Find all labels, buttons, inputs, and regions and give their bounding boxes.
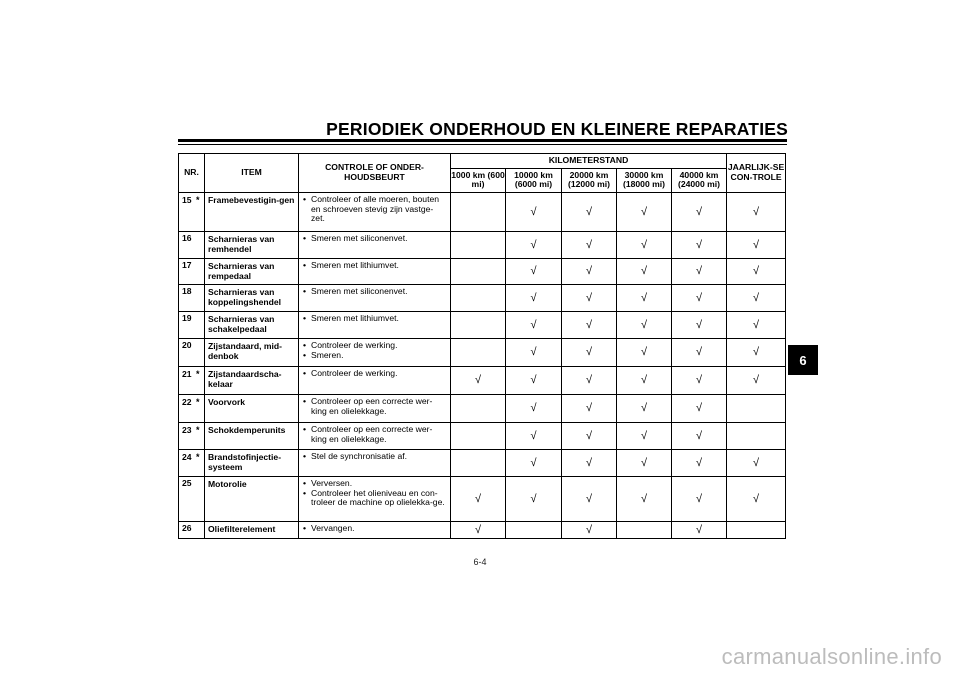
row-nr (179, 312, 205, 339)
tick-mark: √ (506, 423, 562, 450)
row-asterisk: * (196, 397, 200, 408)
tick-mark: √ (562, 367, 617, 395)
tick-mark: √ (672, 395, 727, 423)
row-nr (179, 423, 205, 450)
tick-empty (451, 258, 506, 284)
row-number: 22 (182, 397, 192, 408)
row-number: 24 (182, 452, 192, 463)
row-item: Brandstofinjectie-systeem (205, 450, 299, 477)
tick-mark: √ (562, 450, 617, 477)
tick-empty (451, 231, 506, 258)
header-check: CONTROLE OF ONDER-HOUDSBEURT (299, 154, 451, 193)
tick-mark: √ (672, 339, 727, 367)
header-item: ITEM (205, 154, 299, 193)
tick-mark: √ (672, 285, 727, 312)
tick-mark: √ (562, 285, 617, 312)
tick-mark: √ (727, 312, 786, 339)
tick-mark: √ (506, 450, 562, 477)
header-annual: JAARLIJK-SE CON-TROLE (727, 154, 786, 193)
tick-mark: √ (562, 522, 617, 539)
page-number: 6-4 (473, 557, 487, 567)
tick-mark: √ (617, 395, 672, 423)
check-item: • Smeren met siliconenvet. (303, 234, 446, 244)
check-item: • Controleer of alle moeren, bouten en schroeven stevig zijn vastge-zet. (303, 195, 446, 224)
check-list (303, 287, 446, 297)
row-item: Framebevestigin-gen (205, 192, 299, 231)
watermark: carmanualsonline.info (721, 644, 942, 669)
row-check (299, 450, 451, 477)
tick-mark: √ (617, 367, 672, 395)
tick-mark: √ (727, 367, 786, 395)
tick-mark: √ (506, 285, 562, 312)
table-row (179, 339, 786, 367)
row-nr (179, 231, 205, 258)
check-item: • Smeren met lithiumvet. (303, 314, 446, 324)
tick-mark: √ (672, 258, 727, 284)
row-item: Scharnieras van remhendel (205, 231, 299, 258)
tick-mark: √ (727, 477, 786, 522)
table-row (179, 395, 786, 423)
tick-mark: √ (617, 339, 672, 367)
tick-empty (727, 522, 786, 539)
row-item: Voorvork (205, 395, 299, 423)
table-row (179, 285, 786, 312)
row-check (299, 477, 451, 522)
tick-mark: √ (506, 367, 562, 395)
row-check (299, 192, 451, 231)
tick-mark: √ (451, 522, 506, 539)
row-check (299, 258, 451, 284)
check-item: • Vervangen. (303, 524, 446, 534)
tick-empty (451, 192, 506, 231)
row-check (299, 312, 451, 339)
row-nr (179, 367, 205, 395)
row-number: 18 (182, 286, 192, 297)
row-item: Scharnieras van schakelpedaal (205, 312, 299, 339)
tick-empty (451, 395, 506, 423)
row-nr (179, 339, 205, 367)
tick-mark: √ (506, 258, 562, 284)
tick-mark: √ (672, 231, 727, 258)
tick-mark: √ (562, 231, 617, 258)
tick-mark: √ (562, 312, 617, 339)
tick-mark: √ (451, 367, 506, 395)
tick-empty (451, 339, 506, 367)
row-number: 16 (182, 232, 192, 243)
table-row (179, 367, 786, 395)
row-number: 17 (182, 259, 192, 270)
row-check (299, 423, 451, 450)
row-nr (179, 522, 205, 539)
row-check (299, 285, 451, 312)
tick-mark: √ (672, 367, 727, 395)
table-row (179, 231, 786, 258)
row-nr (179, 258, 205, 284)
check-list (303, 524, 446, 534)
header-km-10000: 10000 km (6000 mi) (506, 168, 562, 192)
check-list (303, 397, 446, 416)
tick-mark: √ (672, 192, 727, 231)
row-check (299, 339, 451, 367)
row-nr (179, 477, 205, 522)
tick-mark: √ (727, 450, 786, 477)
check-list (303, 369, 446, 379)
tick-mark: √ (506, 312, 562, 339)
tick-mark: √ (617, 450, 672, 477)
row-number: 15 (182, 194, 192, 205)
check-list (303, 314, 446, 324)
row-number: 19 (182, 313, 192, 324)
tick-empty (451, 450, 506, 477)
row-nr (179, 450, 205, 477)
tick-empty (727, 423, 786, 450)
tick-mark: √ (506, 339, 562, 367)
check-item: • Controleer de werking. (303, 369, 446, 379)
header-nr: NR. (179, 154, 205, 193)
tick-mark: √ (562, 258, 617, 284)
row-nr (179, 395, 205, 423)
tick-mark: √ (727, 285, 786, 312)
check-item: • Controleer de werking. (303, 341, 446, 351)
tick-mark: √ (617, 423, 672, 450)
row-item: Zijstandaardscha-kelaar (205, 367, 299, 395)
check-item: • Verversen. (303, 479, 446, 489)
row-item: Scharnieras van koppelingshendel (205, 285, 299, 312)
row-number: 23 (182, 425, 192, 436)
tick-empty (451, 285, 506, 312)
check-list (303, 261, 446, 271)
tick-mark: √ (562, 395, 617, 423)
check-item: • Smeren met siliconenvet. (303, 287, 446, 297)
check-list (303, 234, 446, 244)
row-asterisk: * (196, 194, 200, 205)
header-row-top (179, 154, 786, 169)
tick-empty (451, 312, 506, 339)
table-row (179, 423, 786, 450)
tick-empty (451, 423, 506, 450)
tick-empty (506, 522, 562, 539)
tick-mark: √ (506, 477, 562, 522)
row-check (299, 522, 451, 539)
header-km-20000: 20000 km (12000 mi) (562, 168, 617, 192)
row-number: 21 (182, 369, 192, 380)
row-nr (179, 285, 205, 312)
tick-mark: √ (506, 192, 562, 231)
header-km-group: KILOMETERSTAND (451, 154, 727, 169)
tick-mark: √ (506, 395, 562, 423)
tick-mark: √ (727, 339, 786, 367)
row-number: 26 (182, 523, 192, 534)
tick-mark: √ (727, 192, 786, 231)
row-item: Scharnieras van rempedaal (205, 258, 299, 284)
tick-mark: √ (562, 339, 617, 367)
check-item: • Smeren met lithiumvet. (303, 261, 446, 271)
table-row (179, 312, 786, 339)
table-row (179, 477, 786, 522)
header-km-30000: 30000 km (18000 mi) (617, 168, 672, 192)
check-item: • Controleer op een correcte wer-king en olielekkage. (303, 397, 446, 416)
row-check (299, 231, 451, 258)
table-row (179, 258, 786, 284)
tick-mark: √ (617, 312, 672, 339)
tick-mark: √ (617, 231, 672, 258)
check-list (303, 341, 446, 360)
page-title: PERIODIEK ONDERHOUD EN KLEINERE REPARATIES (326, 119, 788, 139)
row-item: Schokdemperunits (205, 423, 299, 450)
check-item: • Controleer het olieniveau en con-troleer de machine op olielekka-ge. (303, 489, 446, 508)
check-list (303, 425, 446, 444)
table-row (179, 450, 786, 477)
title-rule-thin (178, 144, 787, 145)
header-km-40000: 40000 km (24000 mi) (672, 168, 727, 192)
check-list (303, 452, 446, 462)
title-rule-thick (178, 139, 787, 142)
header-km-1000: 1000 km (600 mi) (451, 168, 506, 192)
tick-empty (727, 395, 786, 423)
tick-mark: √ (672, 312, 727, 339)
tick-mark: √ (617, 477, 672, 522)
row-asterisk: * (196, 425, 200, 436)
row-item: Oliefilterelement (205, 522, 299, 539)
check-item: • Smeren. (303, 351, 446, 361)
tick-mark: √ (562, 477, 617, 522)
tick-mark: √ (672, 450, 727, 477)
row-check (299, 395, 451, 423)
tick-mark: √ (672, 423, 727, 450)
tick-mark: √ (617, 192, 672, 231)
tick-mark: √ (727, 231, 786, 258)
check-list (303, 479, 446, 508)
tick-mark: √ (562, 423, 617, 450)
maintenance-table (178, 153, 786, 539)
row-item: Motorolie (205, 477, 299, 522)
row-item: Zijstandaard, mid-denbok (205, 339, 299, 367)
tick-empty (617, 522, 672, 539)
row-nr (179, 192, 205, 231)
table-row (179, 192, 786, 231)
row-asterisk: * (196, 369, 200, 380)
row-check (299, 367, 451, 395)
row-number: 20 (182, 340, 192, 351)
check-list (303, 195, 446, 224)
tick-mark: √ (562, 192, 617, 231)
tick-mark: √ (617, 285, 672, 312)
tick-mark: √ (506, 231, 562, 258)
check-item: • Stel de synchronisatie af. (303, 452, 446, 462)
table-row (179, 522, 786, 539)
check-item: • Controleer op een correcte wer-king en olielekkage. (303, 425, 446, 444)
tick-mark: √ (672, 522, 727, 539)
tick-mark: √ (617, 258, 672, 284)
row-number: 25 (182, 478, 192, 489)
tick-mark: √ (727, 258, 786, 284)
tick-mark: √ (451, 477, 506, 522)
table-body (179, 192, 786, 538)
chapter-tab[interactable]: 6 (788, 345, 818, 375)
row-asterisk: * (196, 452, 200, 463)
tick-mark: √ (672, 477, 727, 522)
